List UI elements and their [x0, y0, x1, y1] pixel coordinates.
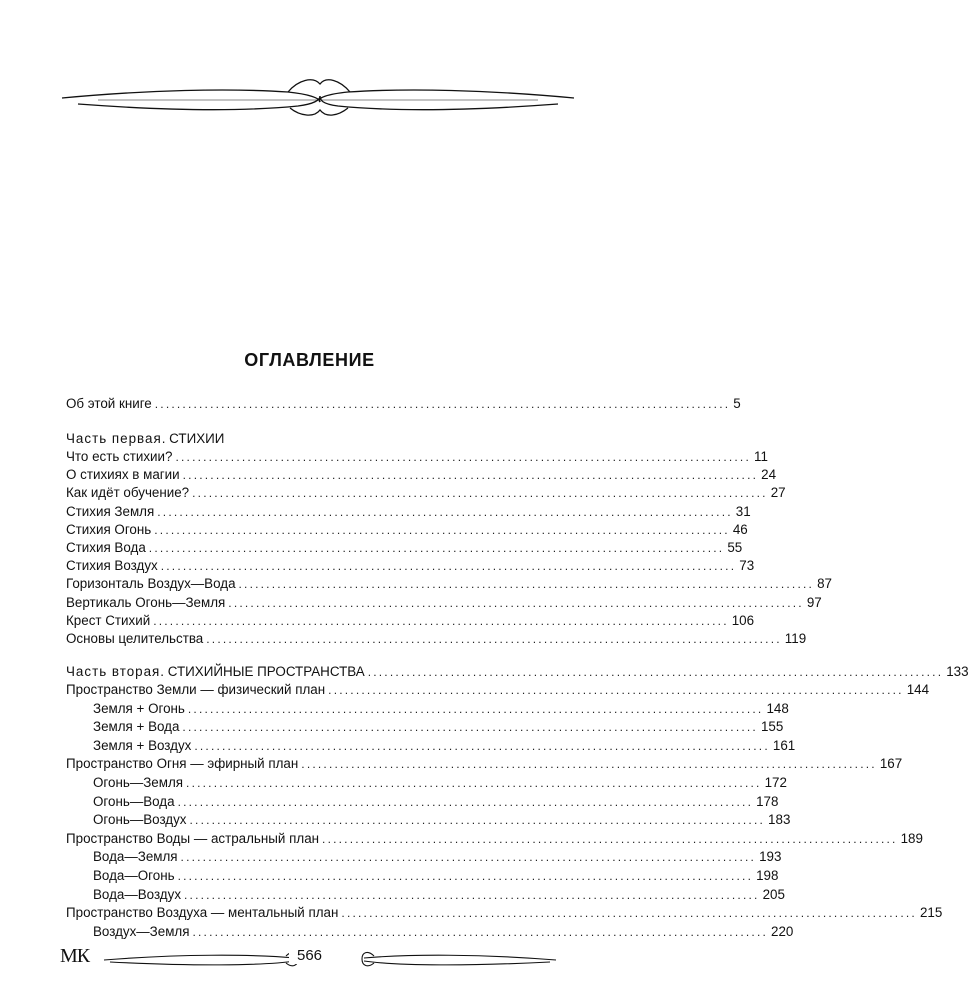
- toc-entry[interactable]: [66, 735, 796, 754]
- dot-leader: ........................................................................................................: [194, 738, 770, 753]
- entry-title: Вода—Земля: [93, 849, 178, 865]
- entry-page: 155: [760, 719, 784, 735]
- part2-title: СТИХИЙНЫЕ ПРОСТРАНСТВА: [167, 664, 365, 679]
- entry-title: Крест Стихий: [66, 612, 151, 628]
- toc-entry[interactable]: [66, 753, 903, 772]
- entry-title: Воздух—Земля: [93, 923, 190, 939]
- dot-leader: ........................................................................................................: [301, 757, 877, 772]
- entry-page: 172: [764, 775, 787, 790]
- toc-entry[interactable]: [66, 698, 789, 717]
- page-number: 566: [289, 947, 330, 964]
- toc-entry[interactable]: [66, 865, 779, 884]
- entry-title: Стихия Вода: [66, 540, 146, 555]
- dot-leader: ........................................................................................................: [148, 541, 725, 555]
- entry-title: Земля + Огонь: [93, 700, 185, 716]
- dot-leader: ........................................................................................................: [192, 486, 768, 501]
- part2-label: Часть вторая: [66, 664, 161, 679]
- toc-title: ОГЛАВЛЕНИЕ: [244, 350, 375, 370]
- entry-title: Об этой книге: [66, 396, 152, 411]
- dot-leader: ........................................................................................................: [238, 577, 815, 592]
- entry-page: 97: [806, 594, 822, 610]
- toc-entry[interactable]: [66, 716, 784, 735]
- toc-entry[interactable]: [66, 884, 785, 903]
- dot-leader: ........................................................................................................: [328, 683, 904, 697]
- dot-leader: ........................................................................................................: [367, 665, 944, 679]
- toc-entry[interactable]: [66, 921, 794, 940]
- entry-page: 106: [731, 612, 755, 628]
- entry-title: Земля + Воздух: [93, 737, 192, 753]
- toc-entry[interactable]: [66, 902, 943, 921]
- entry-page: 205: [762, 886, 785, 902]
- entry-page: 189: [900, 830, 923, 846]
- entry-page: 55: [727, 540, 743, 555]
- toc-entry[interactable]: [66, 809, 791, 828]
- entry-title: Основы целительства: [66, 631, 204, 646]
- entry-page: 198: [756, 868, 779, 883]
- entry-title: Пространство Огня — эфирный план: [66, 756, 299, 772]
- entry-page: 24: [761, 467, 777, 483]
- entry-title: Пространство Земли — физический план: [66, 682, 326, 697]
- toc-entry[interactable]: [66, 592, 822, 611]
- toc-entry[interactable]: [66, 679, 930, 698]
- toc-entry[interactable]: [66, 791, 779, 810]
- toc-entry[interactable]: [66, 573, 832, 592]
- toc-entry[interactable]: [66, 519, 748, 538]
- publisher-mark: МК: [60, 945, 90, 967]
- entry-title: Земля + Вода: [93, 719, 180, 735]
- entry-title: Стихия Огонь: [66, 521, 152, 537]
- dot-leader: ........................................................................................................: [177, 794, 754, 809]
- toc-entry[interactable]: [66, 482, 786, 501]
- part1-label: Часть первая: [66, 431, 162, 446]
- entry-title: Огонь—Земля: [93, 775, 184, 790]
- entry-title: Что есть стихии?: [66, 449, 173, 464]
- dot-leader: ........................................................................................................: [153, 613, 729, 628]
- dot-leader: ........................................................................................................: [180, 850, 757, 865]
- toc-entry[interactable]: [66, 537, 743, 556]
- entry-title: Вода—Огонь: [93, 868, 175, 883]
- entry-page: 220: [771, 923, 794, 939]
- entry-page: 215: [919, 905, 943, 921]
- entry-title: Горизонталь Воздух—Вода: [66, 576, 236, 592]
- entry-title: Пространство Воды — астральный план: [66, 830, 320, 846]
- entry-page: 161: [772, 737, 796, 753]
- toc-entry[interactable]: [66, 464, 777, 483]
- page-number-wrap: [0, 947, 619, 964]
- dot-leader: ........................................................................................................: [177, 869, 754, 883]
- toc-entry[interactable]: [66, 610, 755, 629]
- dot-leader: ........................................................................................................: [157, 504, 733, 519]
- entry-title: Как идёт обучение?: [66, 485, 190, 501]
- entry-title: О стихиях в магии: [66, 467, 180, 483]
- entry-title: Стихия Воздух: [66, 558, 158, 574]
- dot-leader: ........................................................................................................: [154, 522, 730, 537]
- entry-page: 183: [768, 812, 791, 828]
- entry-page: 5: [733, 396, 741, 411]
- toc-entry[interactable]: [66, 501, 751, 520]
- dot-leader: ........................................................................................................: [322, 831, 898, 846]
- entry-page: 87: [817, 576, 832, 592]
- entry-title: Огонь—Воздух: [93, 812, 187, 828]
- toc-entry[interactable]: [66, 446, 768, 465]
- dot-leader: ........................................................................................................: [186, 776, 762, 790]
- entry-page: 11: [754, 449, 768, 464]
- part1-heading[interactable]: Часть первая. СТИХИИ: [66, 431, 225, 446]
- dot-leader: ........................................................................................................: [206, 632, 782, 646]
- dot-leader: ........................................................................................................: [341, 906, 917, 921]
- entry-page: 167: [879, 756, 903, 772]
- dot-leader: ........................................................................................................: [154, 397, 731, 411]
- entry-title: Огонь—Вода: [93, 793, 175, 809]
- toc-entry[interactable]: [66, 846, 782, 865]
- entry-page: 119: [784, 631, 807, 646]
- entry-page: 178: [756, 793, 779, 809]
- entry-page: 148: [766, 700, 789, 716]
- entry-title: Вертикаль Огонь—Земля: [66, 594, 226, 610]
- dot-leader: ........................................................................................................: [184, 887, 760, 902]
- entry-page: 31: [735, 503, 751, 519]
- dot-leader: ........................................................................................................: [182, 720, 758, 735]
- dot-leader: ........................................................................................................: [160, 559, 737, 574]
- toc-entry[interactable]: [66, 828, 923, 847]
- entry-page: 27: [770, 485, 786, 501]
- part2-heading[interactable]: Часть вторая. СТИХИЙНЫЕ ПРОСТРАНСТВА ........................................................................................................ 133: [66, 664, 969, 679]
- dot-leader: ........................................................................................................: [192, 924, 769, 939]
- entry-title: Пространство Воздуха — ментальный план: [66, 905, 339, 921]
- entry-title: Стихия Земля: [66, 503, 155, 519]
- part1-title: СТИХИИ: [169, 431, 225, 446]
- toc-entry[interactable]: [66, 555, 755, 574]
- dot-leader: ........................................................................................................: [189, 813, 766, 828]
- toc-entry[interactable]: [66, 628, 807, 647]
- dot-leader: ........................................................................................................: [175, 450, 752, 464]
- part2-page: 133: [946, 664, 969, 679]
- top-ornament-divider: [58, 70, 578, 120]
- dot-leader: ........................................................................................................: [182, 468, 759, 483]
- entry-page: 46: [732, 521, 748, 537]
- dot-leader: ........................................................................................................: [187, 701, 764, 716]
- toc-entry-intro[interactable]: [66, 393, 741, 412]
- entry-title: Вода—Воздух: [93, 886, 182, 902]
- dot-leader: ........................................................................................................: [228, 595, 804, 610]
- toc-entry[interactable]: [66, 772, 787, 791]
- entry-page: 193: [759, 849, 782, 865]
- entry-page: 73: [739, 558, 755, 574]
- entry-page: 144: [906, 682, 930, 697]
